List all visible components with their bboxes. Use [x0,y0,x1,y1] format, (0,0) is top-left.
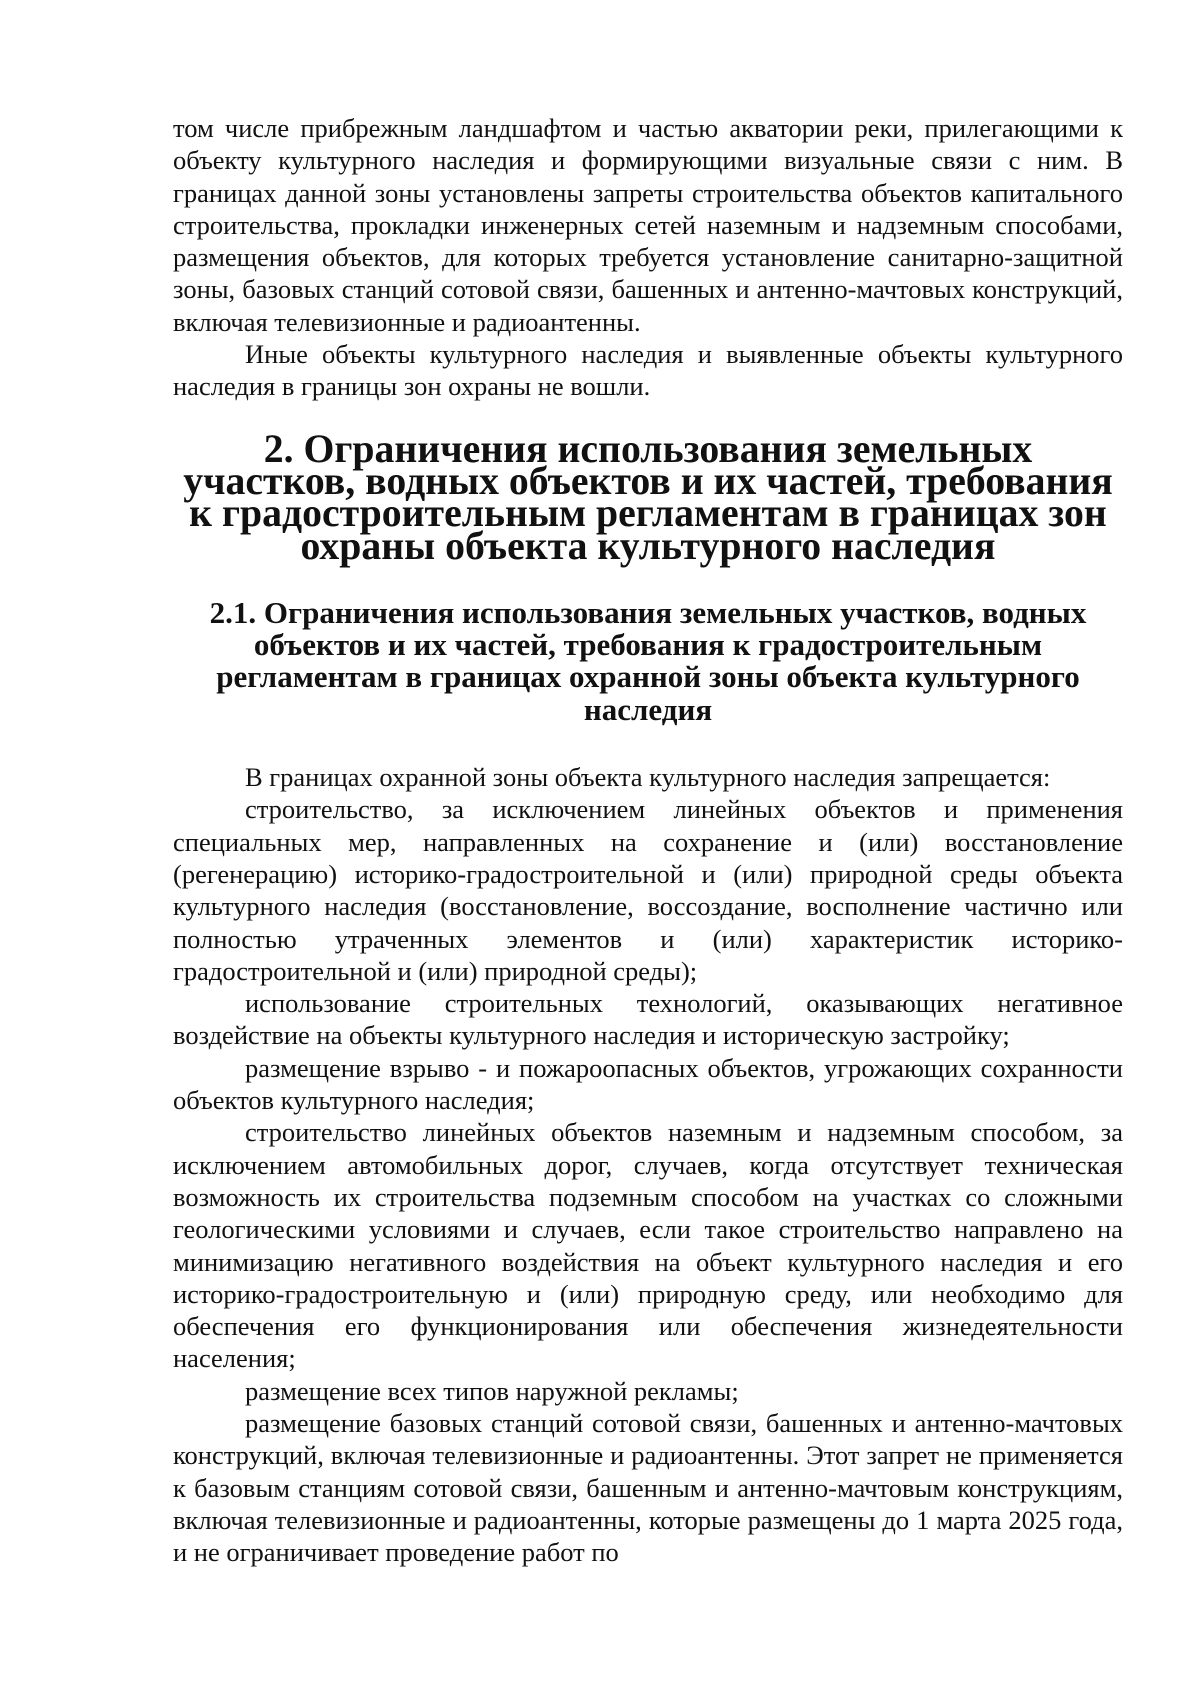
section-heading-2: 2. Ограничения использования земельных участков, водных объектов и их частей, требования к градостроительным регламентам в границах зон охраны объекта культурного наследия [183,426,1113,568]
document-page [173,112,1123,1568]
paragraph-other-objects: Иные объекты культурного наследия и выявленные объекты культурного наследия в границы зон охраны не вошли. [173,339,1123,402]
paragraph-prohibition-linear: строительство линейных объектов наземным и надземным способом, за исключением автомобильных дорог, случаев, когда отсутствует техническая возможность их строительства подземным способом на участках со сложными геологическими условиями и случаев, если такое строительство направлено на минимизацию негативного воздействия на объект культурного наследия и его историко-градостроительную и (или) природную среду, или необходимо для обеспечения его функционирования или обеспечения жизнедеятельности населения; [173,1117,1123,1374]
paragraph-prohibition-construction: строительство, за исключением линейных объектов и применения специальных мер, направленных на сохранение и (или) восстановление (регенерацию) историко-градостроительной и (или) природной среды объекта культурного наследия (восстановление, воссоздание, восполнение частично или полностью утраченных элементов и (или) характеристик историко-градостроительной и (или) природной среды); [173,794,1123,986]
paragraph-continuation: том числе прибрежным ландшафтом и частью акватории реки, прилегающими к объекту культурного наследия и формирующими визуальные связи с ним. В границах данной зоны установлены запреты строительства объектов капитального строительства, прокладки инженерных сетей наземным и надземным способами, размещения объектов, для которых требуется установление санитарно-защитной зоны, базовых станций сотовой связи, башенных и антенно-мачтовых конструкций, включая телевизионные и радиоантенны. [173,113,1123,337]
paragraph-prohibition-antennas: размещение базовых станций сотовой связи, башенных и антенно-мачтовых конструкций, включая телевизионные и радиоантенны. Этот запрет не применяется к базовым станциям сотовой связи, башенным и антенно-мачтовым конструкциям, включая телевизионные и радиоантенны, которые размещены до 1 марта 2025 года, и не ограничивает проведение работ по [173,1407,1123,1568]
paragraph-prohibition-advertising: размещение всех типов наружной рекламы; [245,1375,739,1406]
paragraph-prohibition-intro: В границах охранной зоны объекта культурного наследия запрещается: [245,762,1051,793]
section-heading-2-1: 2.1. Ограничения использования земельных участков, водных объектов и их частей, требования к градостроительным регламентам в границах охранной зоны объекта культурного наследия [209,594,1087,727]
paragraph-prohibition-technologies: использование строительных технологий, оказывающих негативное воздействие на объекты культурного наследия и историческую застройку; [173,988,1123,1051]
paragraph-prohibition-hazardous: размещение взрыво - и пожароопасных объектов, угрожающих сохранности объектов культурного наследия; [173,1052,1123,1116]
